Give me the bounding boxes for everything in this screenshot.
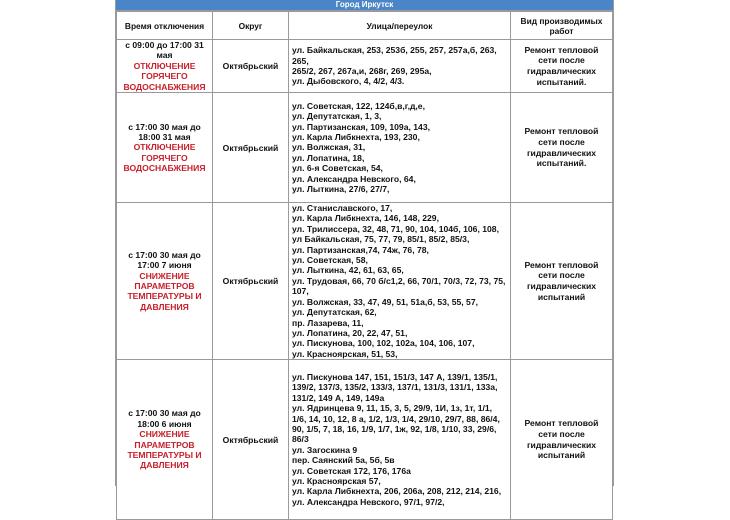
table-row: [117, 93, 613, 203]
district-cell: Октябрьский: [213, 203, 289, 360]
outage-type: ОТКЛЮЧЕНИЕ ГОРЯЧЕГО ВОДОСНАБЖЕНИЯ: [123, 60, 206, 92]
work-cell: Ремонт тепловой сети после гидравлических испытаний: [511, 360, 613, 520]
street-line: ул. Карла Либкнехта, 193, 230,: [292, 131, 420, 142]
time-range: с 17:00 30 мая до 17:00 7 июня: [128, 249, 201, 271]
table-row: [117, 203, 613, 360]
street-line: ул. Депутатская, 62,: [292, 307, 377, 318]
work-cell: Ремонт тепловой сети после гидравлических испытаний: [511, 203, 613, 360]
street-line: ул. Советская, 58,: [292, 255, 368, 266]
street-line: ул. Байкальская, 253, 253б, 255, 257, 257а,б, 263, 265,: [292, 45, 497, 66]
header-time: Время отключения: [117, 12, 213, 40]
district-cell: Октябрьский: [213, 93, 289, 203]
street-line: ул. Трудовая, 66, 70 б/с1,2, 66, 70/1, 70/3, 72, 73, 75, 107,: [292, 275, 506, 297]
street-line: ул. Станиславского, 17,: [292, 203, 393, 214]
street-line: пер. Саянский 5а, 5б, 5в: [292, 455, 395, 466]
street-line: ул. Советская 172, 176, 176а: [292, 465, 411, 476]
outage-type: ОТКЛЮЧЕНИЕ ГОРЯЧЕГО ВОДОСНАБЖЕНИЯ: [123, 142, 206, 174]
street-line: ул. 6-я Советская, 54,: [292, 163, 383, 174]
table-row: [117, 360, 613, 520]
street-line: ул. Карла Либкнехта, 146, 148, 229,: [292, 213, 439, 224]
city-banner: Город Иркутск: [116, 0, 613, 11]
time-cell: [117, 93, 213, 203]
street-line: ул. Лопатина, 20, 22, 47, 51,: [292, 327, 408, 338]
outage-table-frame: [115, 0, 614, 507]
street-line: ул. Ядринцева 9, 11, 15, 3, 5, 29/9, 1И, 1з, 1т, 1/1, 1/6, 14, 10, 12, 8 а, 1/2, 1/3, 1/4, 29/10, 29/7, 88, 86/4, 90, 1/5, 7, 18, 16, 1/9, 1/7, 1ж, 92, 1/8, 1/10, 33, 29/6, 86/3: [292, 403, 500, 445]
street-line: ул. Лопатина, 18,: [292, 152, 365, 163]
work-cell: Ремонт тепловой сети после гидравлических испытаний.: [511, 93, 613, 203]
street-line: ул. Пискунова, 100, 102, 102а, 104, 106, 107,: [292, 338, 475, 349]
time-cell: [117, 40, 213, 93]
street-line: ул. Волжская, 31,: [292, 142, 366, 153]
outage-type: СНИЖЕНИЕ ПАРАМЕТРОВ ТЕМПЕРАТУРЫ И ДАВЛЕНИЯ: [127, 429, 202, 471]
time-range: с 17:00 30 мая до 18:00 6 июня: [128, 408, 201, 429]
street-line: ул. Волжская, 33, 47, 49, 51, 51а,б, 53, 55, 57,: [292, 296, 478, 307]
street-cell: [289, 203, 511, 360]
time-range: с 17:00 30 мая до 18:00 31 мая: [128, 121, 201, 142]
street-line: ул. Загоскина 9: [292, 444, 358, 455]
district-cell: Октябрьский: [213, 360, 289, 520]
header-district: Округ: [213, 12, 289, 40]
street-line: ул. Карла Либкнехта, 206, 206а, 208, 212, 214, 216,: [292, 486, 502, 497]
street-line: ул. Красноярская, 51, 53,: [292, 348, 398, 359]
street-line: ул. Партизанская,74, 74ж, 76, 78,: [292, 244, 429, 255]
street-line: ул. Трилиссера, 32, 48, 71, 90, 104, 104б, 106, 108,: [292, 223, 499, 234]
street-line: ул. Дыбовского, 4, 4/2, 4/3.: [292, 76, 405, 87]
street-cell: [289, 40, 511, 93]
street-line: ул. Лыткина, 27/6, 27/7,: [292, 183, 390, 194]
header-street: Улица/переулок: [289, 12, 511, 40]
street-line: ул. Александра Невского, 97/1, 97/2,: [292, 496, 445, 507]
street-line: ул. Лыткина, 42, 61, 63, 65,: [292, 265, 404, 276]
street-line: ул Байкальская, 75, 77, 79, 85/1, 85/2, 85/3,: [292, 234, 470, 245]
street-line: ул. Советская, 122, 124б,в,г,д,е,: [292, 100, 425, 111]
street-line: ул. Партизанская, 109, 109а, 143,: [292, 121, 430, 132]
outage-table: [116, 11, 613, 520]
time-cell: [117, 360, 213, 520]
table-row: [117, 40, 613, 93]
street-line: ул. Красноярская 57,: [292, 476, 381, 487]
time-cell: [117, 203, 213, 360]
time-range: с 09:00 до 17:00 31 мая: [125, 40, 204, 61]
street-line: 265/2, 267, 267а,и, 268г, 269, 295а,: [292, 66, 432, 77]
street-line: ул. Депутатская, 1, 3,: [292, 111, 382, 122]
street-line: ул. Александра Невского, 64,: [292, 173, 416, 184]
street-line: ул. Пискунова 147, 151, 151/3, 147 А, 139/1, 135/1, 139/2, 137/3, 135/2, 133/3, 137/1, 131/3, 131/1, 133а, 131/2, 149 А, 149, 149а: [292, 371, 498, 403]
street-line: пр. Лазарева, 11,: [292, 317, 364, 328]
street-cell: [289, 360, 511, 520]
header-work: Вид производимых работ: [511, 12, 613, 40]
outage-type: СНИЖЕНИЕ ПАРАМЕТРОВ ТЕМПЕРАТУРЫ И ДАВЛЕНИЯ: [127, 270, 202, 312]
district-cell: Октябрьский: [213, 40, 289, 93]
street-cell: [289, 93, 511, 203]
table-header-row: [117, 12, 613, 40]
work-cell: Ремонт тепловой сети после гидравлических испытаний.: [511, 40, 613, 93]
